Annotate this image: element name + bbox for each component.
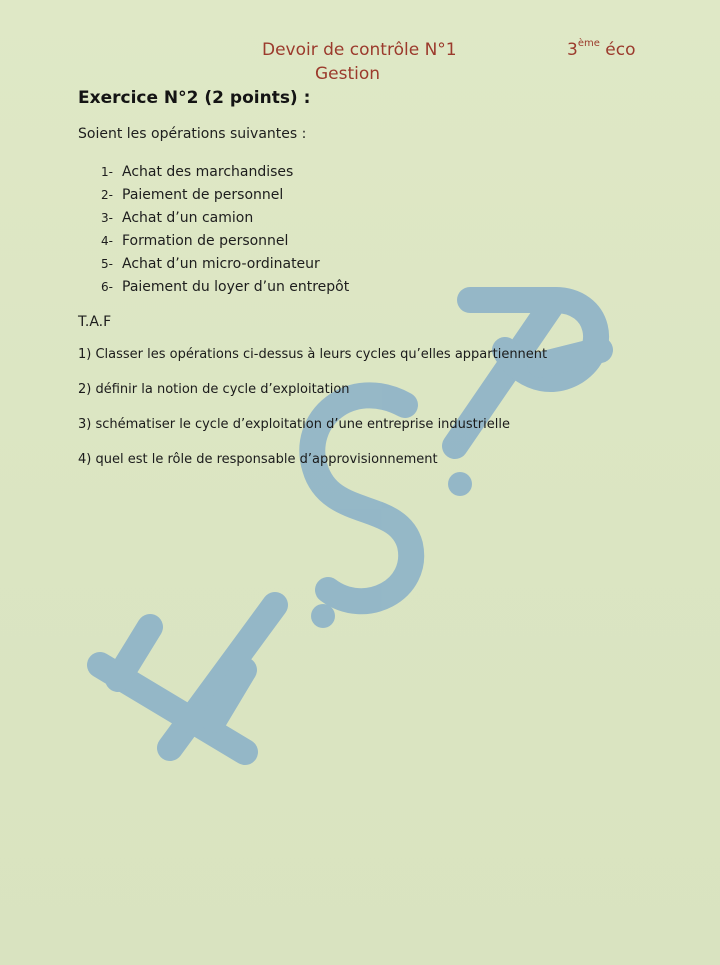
operation-item: 3- Achat d’un camion [101,210,254,226]
exercise-intro: Soient les opérations suivantes : [78,126,307,142]
operation-item: 4- Formation de personnel [101,233,289,249]
task-3: 3) schématiser le cycle d’exploitation d’une entreprise industrielle [78,417,510,432]
task-2: 2) définir la notion de cycle d’exploitation [78,382,350,397]
taf-label: T.A.F [78,314,112,330]
document-title: Devoir de contrôle N°1 [262,40,457,60]
operation-item: 6- Paiement du loyer d’un entrepôt [101,279,350,295]
class-level-superscript: ème [577,38,600,50]
operation-item: 2- Paiement de personnel [101,187,284,203]
class-level [567,40,636,60]
class-level-number: 3 [567,40,578,60]
class-level-name: éco [599,40,636,60]
task-4: 4) quel est le rôle de responsable d’approvisionnement [78,452,438,467]
task-1: 1) Classer les opérations ci-dessus à leurs cycles qu’elles appartiennent [78,347,548,362]
operation-item: 5- Achat d’un micro-ordinateur [101,256,320,272]
operation-item: 1- Achat des marchandises [101,164,294,180]
operations-list [101,161,349,299]
document-subtitle: Gestion [315,64,381,84]
exercise-title: Exercice N°2 (2 points) : [78,88,311,108]
